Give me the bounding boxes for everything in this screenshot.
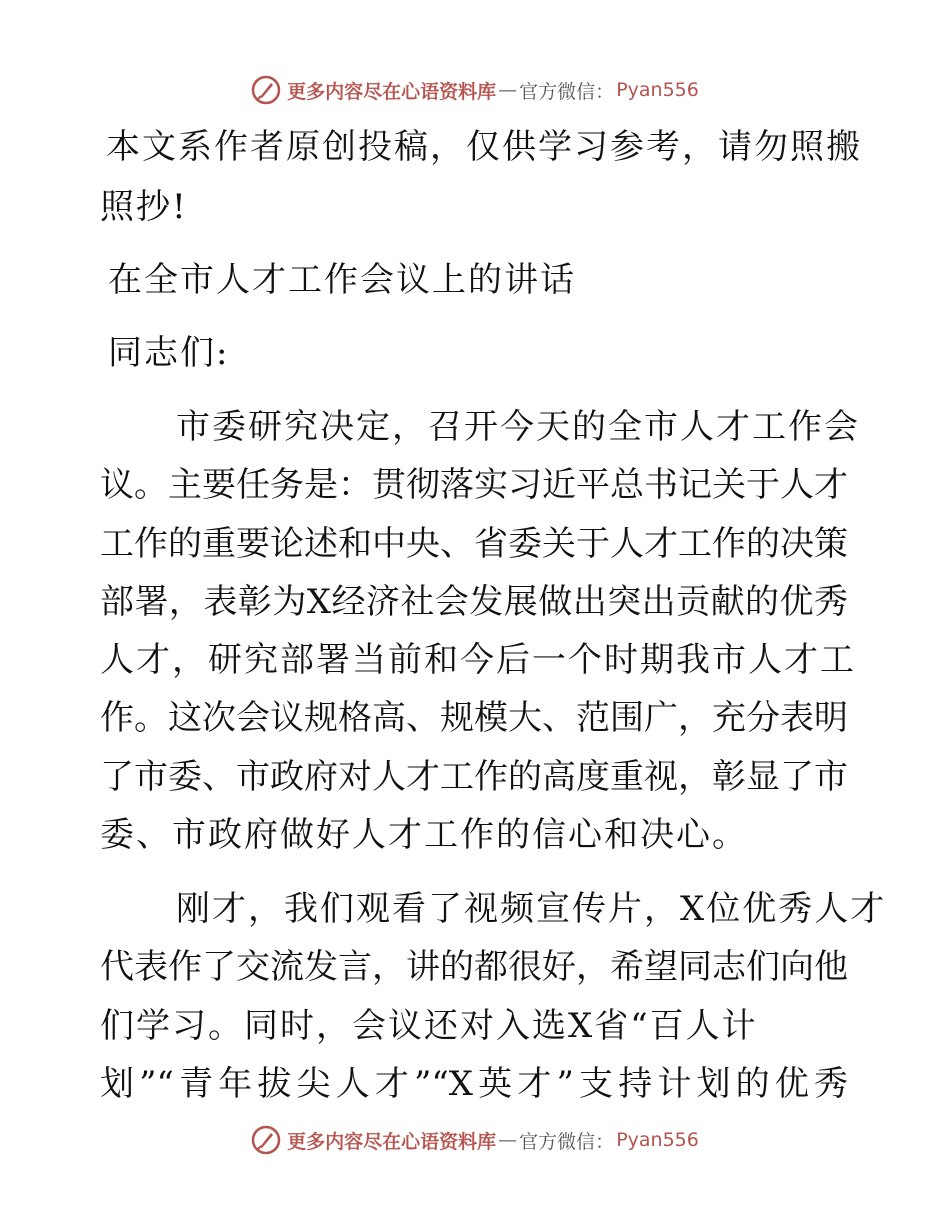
- paragraph-2-line-3: 们学习。同时，会议还对入选X省“百人计: [100, 1006, 758, 1046]
- watermark-id: Pyan556: [616, 1129, 699, 1151]
- paragraph-2-line-2: 代表作了交流发言，讲的都很好，希望同志们向他: [100, 947, 848, 987]
- header-watermark: [0, 70, 950, 110]
- paragraph-1-line-4: 部署，表彰为X经济社会发展做出突出贡献的优秀: [100, 582, 848, 622]
- notice-line-1: 本文系作者原创投稿，仅供学习参考，请勿照搬: [106, 127, 862, 167]
- quill-logo-icon: [251, 1125, 281, 1155]
- paragraph-1-line-6: 作。这次会议规格高、规模大、范围广，充分表明: [100, 698, 848, 738]
- notice-line-2: 照抄!: [100, 187, 188, 227]
- paragraph-2-line-1: 刚才，我们观看了视频宣传片，X位优秀人才: [176, 889, 887, 929]
- watermark-dash: —: [498, 79, 518, 101]
- paragraph-1-line-2: 议。主要任务是：贯彻落实习近平总书记关于人才: [100, 465, 848, 505]
- salutation: 同志们:: [108, 333, 230, 373]
- watermark-dash: —: [498, 1129, 518, 1151]
- footer-watermark: [0, 1120, 950, 1160]
- watermark-id: Pyan556: [616, 79, 699, 101]
- paragraph-1-line-3: 工作的重要论述和中央、省委关于人才工作的决策: [100, 524, 848, 564]
- paragraph-2-line-4: 划”“青年拔尖人才”“X英才”支持计划的优秀: [100, 1064, 848, 1104]
- quill-logo-icon: [251, 75, 281, 105]
- paragraph-1-line-7: 了市委、市政府对人才工作的高度重视，彰显了市: [100, 757, 848, 797]
- watermark-label: 官方微信：: [519, 80, 615, 103]
- paragraph-1-line-1: 市委研究决定，召开今天的全市人才工作会: [176, 407, 860, 447]
- paragraph-1-line-8: 委、市政府做好人才工作的信心和决心。: [100, 815, 748, 855]
- watermark-label: 官方微信：: [519, 1130, 615, 1153]
- speech-title: 在全市人才工作会议上的讲话: [108, 260, 576, 300]
- paragraph-1-line-5: 人才，研究部署当前和今后一个时期我市人才工: [100, 640, 856, 680]
- watermark-main-text: 更多内容尽在心语资料库: [287, 80, 497, 103]
- watermark-main-text: 更多内容尽在心语资料库: [287, 1130, 497, 1153]
